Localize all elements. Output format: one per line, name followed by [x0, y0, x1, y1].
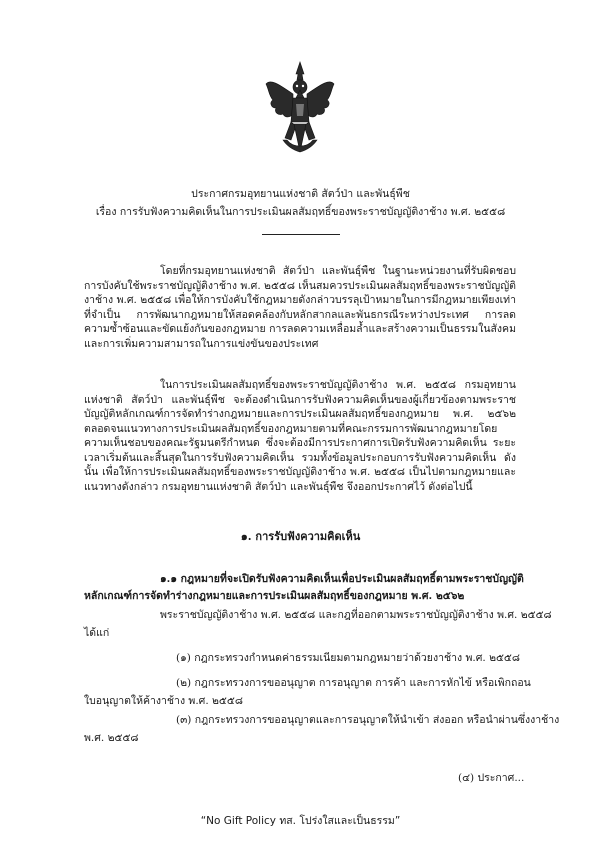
list-item: (๒) กฎกระทรวงการขออนุญาต การอนุญาต การค้า และการหักไข้ หรือเพิกถอน	[176, 677, 531, 689]
announcement-title: ประกาศกรมอุทยานแห่งชาติ สัตว์ป่า และพันธุ์พืช	[191, 188, 410, 200]
intro-paragraph: โดยที่กรมอุทยานแห่งชาติ สัตว์ป่า และพันธุ์พืช ในฐานะหน่วยงานที่รับผิดชอบการบังคับใช้พระราชบัญญัติงาช้าง พ.ศ. ๒๕๕๘ เห็นสมควรประเมินผลสัมฤทธิ์ของพระราชบัญญัติงาช้าง พ.ศ. ๒๕๕๘ เพื่อให้การบังคับใช้กฎหมายดังกล่าวบรรลุเป้าหมายในการมีกฎหมายเพียงเท่าที่จำเป็น การพัฒนากฎหมายให้สอดคล้องกับหลักสากลและพันธกรณีระหว่างประเทศ การลดความซ้ำซ้อนและขัดแย้งกันของกฎหมาย การลดความเหลื่อมล้ำและสร้างความเป็นธรรมในสังคม และการเพิ่มความสามารถในการแข่งขันของประเทศ	[84, 265, 516, 350]
subsection-heading-line2: หลักเกณฑ์การจัดทำร่างกฎหมายและการประเมินผลสัมฤทธิ์ของกฎหมาย พ.ศ. ๒๕๖๒	[84, 590, 465, 602]
law-list-intro-cont: ได้แก่	[84, 627, 110, 639]
process-paragraph: ในการประเมินผลสัมฤทธิ์ของพระราชบัญญัติงาช้าง พ.ศ. ๒๕๕๘ กรมอุทยานแห่งชาติ สัตว์ป่า และพันธุ์พืช จะต้องดำเนินการรับฟังความคิดเห็นของผู้เกี่ยวข้องตามพระราชบัญญัติหลักเกณฑ์การจัดทำร่างกฎหมายและการประเมินผลสัมฤทธิ์ของกฎหมาย พ.ศ. ๒๕๖๒ ตลอดจนแนวทางการประเมินผลสัมฤทธิ์ของกฎหมายตามที่คณะกรรมการพัฒนากฎหมายโดยความเห็นชอบของคณะรัฐมนตรีกำหนด ซึ่งจะต้องมีการประกาศการเปิดรับฟังความคิดเห็น ระยะเวลาเริ่มต้นและสิ้นสุดในการรับฟังความคิดเห็น รวมทั้งข้อมูลประกอบการรับฟังความคิดเห็น ดังนั้น เพื่อให้การประเมินผลสัมฤทธิ์ของพระราชบัญญัติงาช้าง พ.ศ. ๒๕๕๘ เป็นไปตามกฎหมายและแนวทางดังกล่าว กรมอุทยานแห่งชาติ สัตว์ป่า และพันธุ์พืช จึงออกประกาศไว้ ดังต่อไปนี้	[84, 379, 516, 493]
footer-slogan: “No Gift Policy ทส. โปร่งใสและเป็นธรรม”	[200, 815, 401, 827]
subsection-heading-line1: ๑.๑ กฎหมายที่จะเปิดรับฟังความคิดเห็นเพื่อประเมินผลสัมฤทธิ์ตามพระราชบัญญัติ	[160, 573, 524, 585]
list-item-cont: ใบอนุญาตให้ค้างาช้าง พ.ศ. ๒๕๕๘	[84, 695, 243, 707]
list-item-cont: พ.ศ. ๒๕๕๘	[84, 732, 139, 744]
section-heading: ๑. การรับฟังความคิดเห็น	[240, 530, 361, 543]
law-list-intro: พระราชบัญญัติงาช้าง พ.ศ. ๒๕๕๘ และกฎที่ออกตามพระราชบัญญัติงาช้าง พ.ศ. ๒๕๕๘	[160, 609, 552, 621]
continuation-marker: (๔) ประกาศ...	[458, 772, 525, 784]
garuda-emblem-icon	[263, 60, 337, 156]
announcement-subject: เรื่อง การรับฟังความคิดเห็นในการประเมินผลสัมฤทธิ์ของพระราชบัญญัติงาช้าง พ.ศ. ๒๕๕๘	[95, 206, 506, 218]
list-item: (๑) กฎกระทรวงกำหนดค่าธรรมเนียมตามกฎหมายว่าด้วยงาช้าง พ.ศ. ๒๕๕๘	[176, 652, 520, 664]
list-item: (๓) กฎกระทรวงการขออนุญาตและการอนุญาตให้นำเข้า ส่งออก หรือนำผ่านซึ่งงาช้าง	[176, 714, 560, 726]
header-divider	[262, 234, 340, 235]
